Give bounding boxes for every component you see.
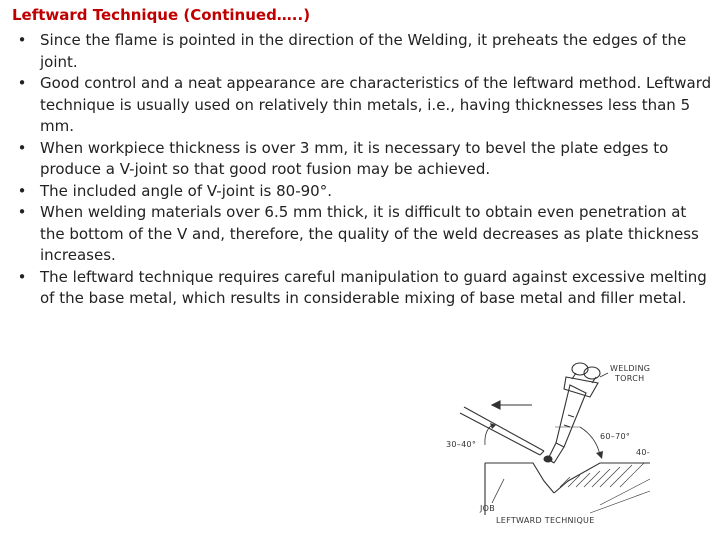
bullet-text: The included angle of V-joint is 80-90°. <box>40 181 332 200</box>
partial-angle-label: 40- <box>636 448 650 457</box>
bullet-item <box>12 181 712 203</box>
bullet-item <box>12 202 712 267</box>
torch-icon <box>548 363 600 463</box>
bullet-marker: • <box>17 203 27 221</box>
bullet-text: Since the flame is pointed in the direction of the Welding, it preheats the edges of the joint. <box>40 31 687 71</box>
torch-angle-label: 60–70° <box>600 432 631 441</box>
slide-title: Leftward Technique (Continued…..) <box>12 6 311 24</box>
bullet-text: When workpiece thickness is over 3 mm, it is necessary to bevel the plate edges to produce a V-joint so that good root fusion may be achieved. <box>40 138 669 178</box>
bullet-text: The leftward technique requires careful manipulation to guard against excessive melting of the base metal, which results in considerable mixing of base metal and filler metal. <box>40 267 707 307</box>
bullet-marker: • <box>17 31 27 49</box>
flame-icon <box>544 456 552 462</box>
job-label: JOB <box>480 504 496 513</box>
bullet-text: When welding materials over 6.5 mm thick, it is difficult to obtain even penetration at the bottom of the V and, therefore, the quality of the weld decreases as plate thickness increases. <box>40 203 699 264</box>
bullet-marker: • <box>17 181 27 200</box>
direction-arrow-icon <box>492 401 532 409</box>
bullet-item <box>12 267 712 310</box>
bullet-marker: • <box>17 74 27 92</box>
job-plate <box>485 463 650 515</box>
bullet-item <box>12 73 712 138</box>
bullet-list <box>12 30 712 310</box>
bullet-marker: • <box>17 267 27 286</box>
torch-label-line1: WELDING <box>610 364 651 373</box>
figure-caption: LEFTWARD TECHNIQUE <box>496 516 595 525</box>
bullet-item <box>12 138 712 181</box>
bullet-marker: • <box>17 138 27 157</box>
torch-angle-arc <box>555 427 603 459</box>
bullet-item <box>12 30 712 73</box>
leftward-technique-diagram <box>440 355 670 535</box>
bullet-text: Good control and a neat appearance are characteristics of the leftward method. Leftward technique is usually used on relatively thin metals, i.e., having thicknesses less than 5 mm. <box>40 74 712 135</box>
torch-label-line2: TORCH <box>615 374 645 383</box>
filler-angle-label: 30–40° <box>446 440 477 449</box>
filler-angle-arc <box>485 423 496 445</box>
